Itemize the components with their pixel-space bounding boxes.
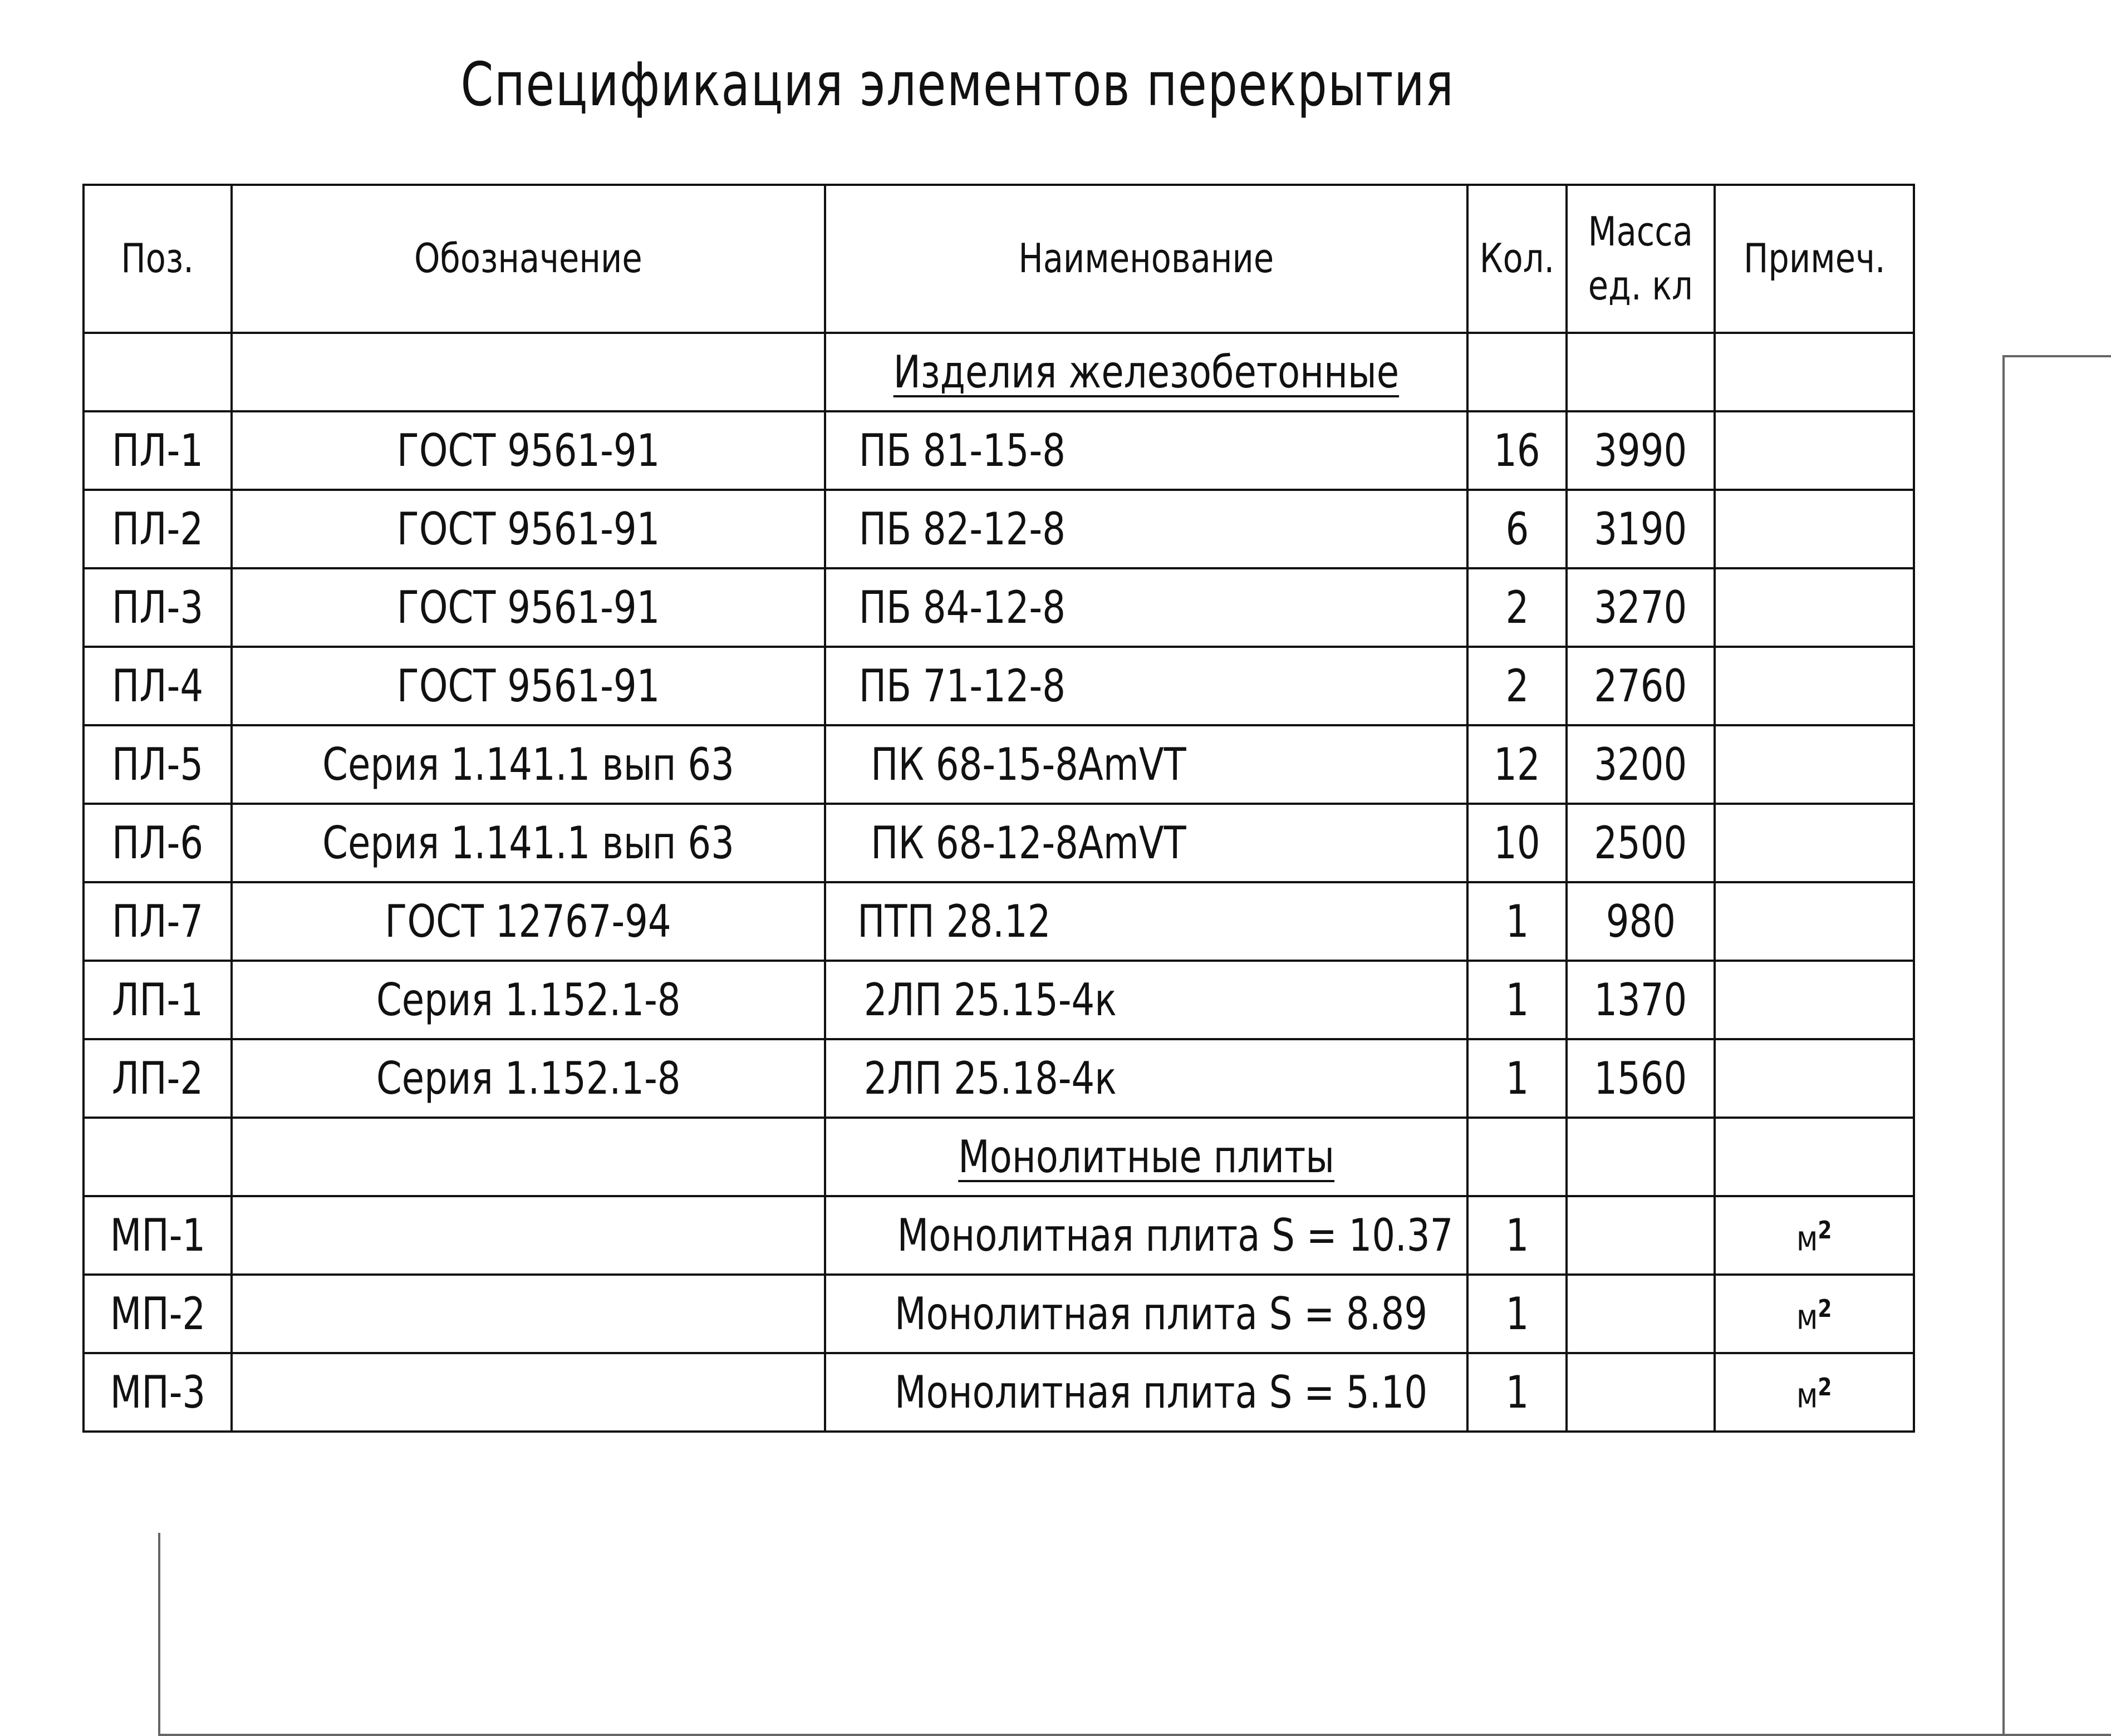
cell-qty: 1	[1467, 1353, 1567, 1432]
cell-pos: МП-2	[84, 1275, 232, 1353]
empty-cell	[232, 333, 825, 411]
cell-designation	[232, 1196, 825, 1275]
cell-pos: МП-1	[84, 1196, 232, 1275]
cell-pos: ПЛ-6	[84, 804, 232, 882]
header-note: Примеч.	[1715, 185, 1914, 333]
cell-pos: ПЛ-1	[84, 411, 232, 490]
cell-name: ПБ 71-12-8	[825, 647, 1467, 725]
cell-pos: ЛП-1	[84, 961, 232, 1039]
empty-cell	[1567, 1118, 1715, 1196]
cell-pos: ПЛ-4	[84, 647, 232, 725]
cell-mass	[1567, 1196, 1715, 1275]
cell-note	[1715, 411, 1914, 490]
header-name: Наименование	[825, 185, 1467, 333]
cell-name: ПК 68-12-8AmVT	[825, 804, 1467, 882]
cell-qty: 2	[1467, 647, 1567, 725]
table-row	[84, 725, 1914, 804]
cell-designation	[232, 1275, 825, 1353]
table-row	[84, 1039, 1914, 1118]
empty-cell	[1567, 333, 1715, 411]
cell-note	[1715, 490, 1914, 568]
cell-note: $м^2$	[1715, 1353, 1914, 1432]
table-row	[84, 1353, 1914, 1432]
empty-cell	[1467, 333, 1567, 411]
header-designation: Обозначение	[232, 185, 825, 333]
cell-name: ПБ 84-12-8	[825, 568, 1467, 647]
cell-pos: ПЛ-3	[84, 568, 232, 647]
table-row	[84, 1275, 1914, 1353]
cell-name: ПК 68-15-8AmVT	[825, 725, 1467, 804]
table-row	[84, 647, 1914, 725]
cell-designation	[232, 1353, 825, 1432]
cell-designation: ГОСТ 9561-91	[232, 647, 825, 725]
empty-cell	[84, 1118, 232, 1196]
cell-qty: 2	[1467, 568, 1567, 647]
cell-designation: ГОСТ 12767-94	[232, 882, 825, 961]
cell-designation: Серия 1.152.1-8	[232, 1039, 825, 1118]
header-row	[84, 185, 1914, 333]
cell-mass: 3990	[1567, 411, 1715, 490]
specification-table	[82, 184, 1915, 1433]
cell-name: Монолитная плита S = 5.10	[825, 1353, 1467, 1432]
header-pos: Поз.	[84, 185, 232, 333]
header-qty: Кол.	[1467, 185, 1567, 333]
cell-qty: 6	[1467, 490, 1567, 568]
cell-designation: ГОСТ 9561-91	[232, 490, 825, 568]
cell-designation: ГОСТ 9561-91	[232, 568, 825, 647]
cell-mass: 1560	[1567, 1039, 1715, 1118]
cell-qty: 1	[1467, 961, 1567, 1039]
table-row	[84, 804, 1914, 882]
cell-name: Монолитная плита S = 10.37	[825, 1196, 1467, 1275]
cell-mass: 2500	[1567, 804, 1715, 882]
empty-cell	[232, 1118, 825, 1196]
cell-mass: 2760	[1567, 647, 1715, 725]
cell-name: Монолитная плита S = 8.89	[825, 1275, 1467, 1353]
cell-note	[1715, 882, 1914, 961]
cell-qty: 1	[1467, 1039, 1567, 1118]
empty-cell	[1715, 333, 1914, 411]
cell-name: 2ЛП 25.18-4к	[825, 1039, 1467, 1118]
cell-note	[1715, 1039, 1914, 1118]
document-title: Спецификация элементов перекрытия	[460, 50, 1455, 120]
empty-cell	[1467, 1118, 1567, 1196]
cell-pos: ПЛ-7	[84, 882, 232, 961]
cell-designation: Серия 1.152.1-8	[232, 961, 825, 1039]
cell-name: ПТП 28.12	[825, 882, 1467, 961]
section-row	[84, 1118, 1914, 1196]
cell-qty: 16	[1467, 411, 1567, 490]
cell-note	[1715, 647, 1914, 725]
drawing-frame-right	[2002, 355, 2111, 1736]
drawing-frame-bottom	[158, 1533, 2111, 1736]
cell-name: 2ЛП 25.15-4к	[825, 961, 1467, 1039]
cell-qty: 10	[1467, 804, 1567, 882]
table-row	[84, 411, 1914, 490]
table-row	[84, 882, 1914, 961]
section-row	[84, 333, 1914, 411]
cell-mass	[1567, 1353, 1715, 1432]
cell-mass: 1370	[1567, 961, 1715, 1039]
cell-pos: МП-3	[84, 1353, 232, 1432]
cell-note	[1715, 804, 1914, 882]
cell-note: $м^2$	[1715, 1196, 1914, 1275]
cell-pos: ПЛ-2	[84, 490, 232, 568]
cell-mass: 3270	[1567, 568, 1715, 647]
table-row	[84, 568, 1914, 647]
cell-qty: 1	[1467, 1196, 1567, 1275]
cell-qty: 1	[1467, 882, 1567, 961]
section-title: Монолитные плиты	[825, 1118, 1467, 1196]
cell-note	[1715, 568, 1914, 647]
cell-designation: Серия 1.141.1 вып 63	[232, 725, 825, 804]
cell-mass: 3190	[1567, 490, 1715, 568]
cell-mass: 980	[1567, 882, 1715, 961]
cell-pos: ПЛ-5	[84, 725, 232, 804]
table-row	[84, 961, 1914, 1039]
empty-cell	[1715, 1118, 1914, 1196]
section-title: Изделия железобетонные	[825, 333, 1467, 411]
cell-designation: ГОСТ 9561-91	[232, 411, 825, 490]
cell-designation: Серия 1.141.1 вып 63	[232, 804, 825, 882]
cell-qty: 1	[1467, 1275, 1567, 1353]
cell-note	[1715, 961, 1914, 1039]
empty-cell	[84, 333, 232, 411]
header-mass: Масса ед. кл	[1567, 185, 1715, 333]
table-row	[84, 1196, 1914, 1275]
table-body	[84, 333, 1914, 1432]
cell-name: ПБ 82-12-8	[825, 490, 1467, 568]
cell-note	[1715, 725, 1914, 804]
cell-mass: 3200	[1567, 725, 1715, 804]
cell-mass	[1567, 1275, 1715, 1353]
cell-name: ПБ 81-15-8	[825, 411, 1467, 490]
cell-note: $м^2$	[1715, 1275, 1914, 1353]
table-row	[84, 490, 1914, 568]
cell-qty: 12	[1467, 725, 1567, 804]
cell-pos: ЛП-2	[84, 1039, 232, 1118]
